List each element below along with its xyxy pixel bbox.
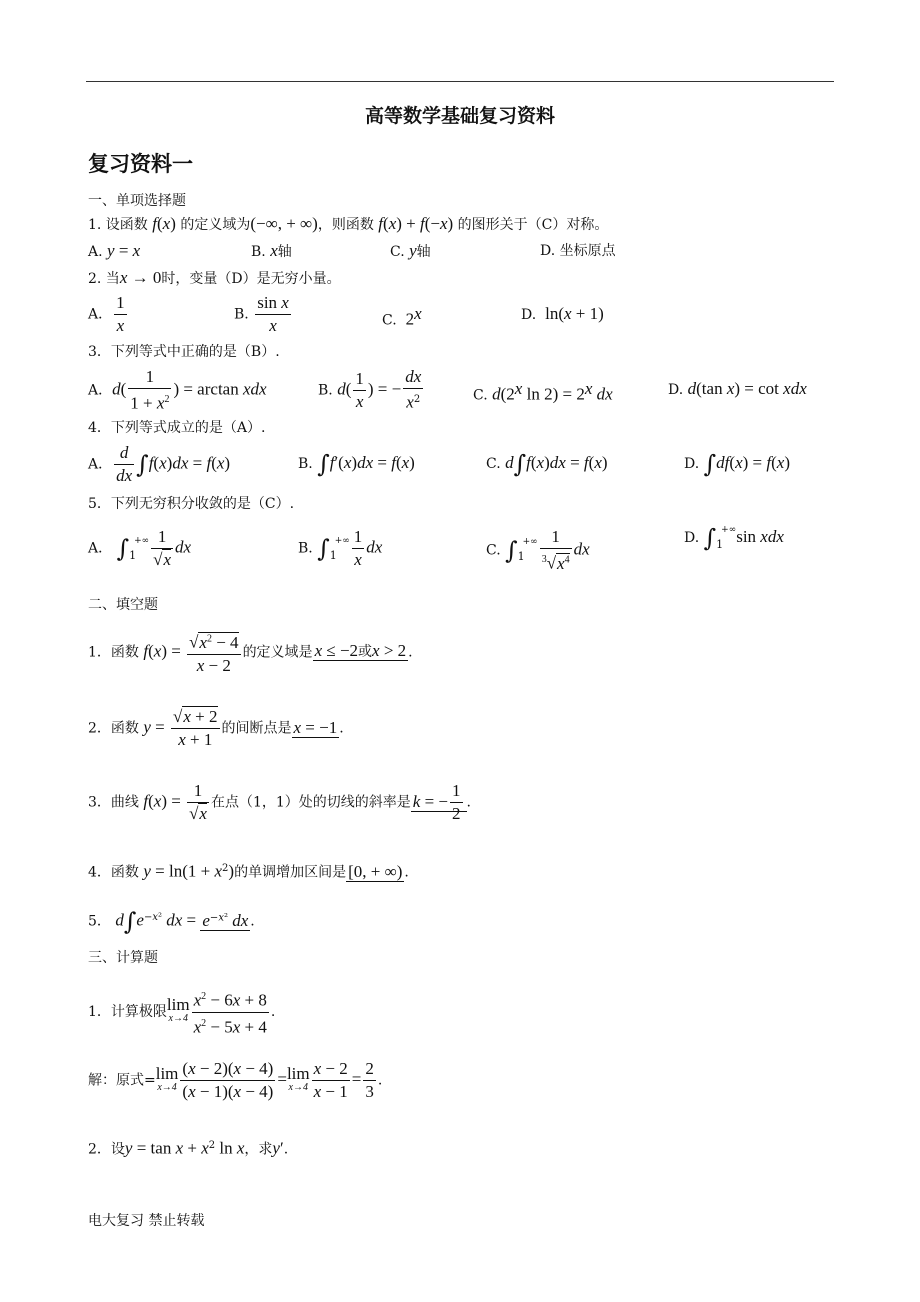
fill-4: 4．函数 $y = \ln(1 + x^2)$的单调增加区间是 [0, + ∞) . (88, 861, 409, 881)
part2-heading: 二、填空题 (88, 597, 158, 613)
fill-3-answer[interactable]: k = − $\frac{1}{2}$ (411, 795, 467, 812)
q4-options (88, 442, 838, 492)
q3-options (88, 366, 838, 416)
q5-option-b[interactable]: B. $\int_1^{+\infty}$ $\frac{1}{x}$ dx (298, 527, 383, 569)
q4-option-a[interactable]: A． $\frac{d}{dx}$ ∫f(x)dx = f(x) (88, 443, 231, 485)
q3-option-d[interactable]: D. d(tan x) = cot xdx (668, 379, 807, 398)
q2-option-d[interactable]: D. ln(x + 1) (521, 304, 604, 323)
q1-option-b[interactable]: B. x轴 (251, 241, 292, 260)
fill-2-answer[interactable]: x = −1 (293, 717, 338, 737)
fill-5: 5． $d\int e^{-x^2}$ dx = $e^{-x^2}$ dx . (88, 907, 255, 936)
q2-option-b[interactable]: B. $\frac{\text{sin x}}{x}$ (234, 293, 289, 335)
fill-4-answer[interactable]: [0, + ∞) (348, 861, 403, 881)
q5-option-d[interactable]: D. $\int_1^{+\infty}\sin$ xdx (684, 524, 784, 552)
q2-option-c[interactable]: C. 2$^x$ (382, 304, 422, 329)
q5-stem: 5．下列无穷积分收敛的是（C）. (88, 496, 295, 512)
q3-option-a[interactable]: A．d( $\frac{1}{1 + x^2}$ ) = arctan xdx (88, 367, 267, 413)
q3-option-c[interactable]: C. d(2$^x$ $\ln 2) = 2^x$ dx (473, 379, 613, 404)
calc-2: 2．设$y = \tan x + x^2$ ln x，求y′. (88, 1138, 289, 1158)
fill-5-answer[interactable]: $e^{-x^2}$ dx (202, 910, 249, 930)
header-rule (86, 81, 834, 82)
q4-option-c[interactable]: C. d∫f(x)dx = f(x) (486, 450, 608, 478)
q5-options (88, 526, 838, 578)
q4-stem: 4．下列等式成立的是（A）. (88, 420, 266, 436)
q1-option-a[interactable]: A. y = x (88, 241, 141, 260)
solution-1: 解：原式= lim x→4 $\frac{(x - 2)(x - 4)}{(x - 1)(x - 4)}$ = lim x→4 $\frac{x - 2}{x - 1}$ = $\frac{2}{3}$ . (88, 1059, 383, 1101)
q4-option-d[interactable]: D. ∫df(x) = f(x) (684, 450, 790, 478)
footer-note: 电大复习 禁止转载 (88, 1213, 205, 1229)
q1-stem: 1. 设函数 f(x) 的定义域为(−∞, + ∞)，则函数 f(x) + f(−x) 的图形关于（C）对称。 (88, 214, 609, 233)
fill-2: 2．函数 y = $\frac{√x + 2}{x + 1}$ 的间断点是 x = −1 . (88, 707, 344, 749)
fill-3: 3．曲线 f(x) = $\frac{1}{√x}$ 在点（1，1）处的切线的斜率是 k = − $\frac{1}{2}$ . (88, 781, 471, 823)
q2-stem: 2. 当x → 0时，变量（D）是无穷小量。 (88, 268, 341, 287)
fill-1: 1．函数 f(x) = $\frac{√x^2 - 4}{x - 2}$ 的定义域是 x ≤ −2或x > 2 . (88, 628, 413, 680)
document-title: 高等数学基础复习资料 (364, 105, 555, 127)
part1-heading: 一、单项选择题 (88, 193, 186, 209)
q5-option-c[interactable]: C. $\int_1^{+\infty}$ $\frac{1}{^3√x^4}$ dx (486, 527, 590, 573)
q3-option-b[interactable]: B. d( $\frac{1}{x}$ ) = − $\frac{dx}{x^2}$ (318, 367, 422, 412)
q2-option-a[interactable]: A． $\frac{1}{x}$ (88, 293, 125, 335)
fill-1-answer[interactable]: x ≤ −2或x > 2 (314, 641, 407, 661)
q3-stem: 3．下列等式中正确的是（B）. (88, 344, 280, 360)
q1-option-d[interactable]: D. 坐标原点 (540, 243, 616, 259)
calc-1: 1．计算极限 lim x→4 $\frac{x^2 - 6x + 8}{x^2 - 5x + 4}$ . (88, 986, 275, 1038)
part3-heading: 三、计算题 (88, 950, 158, 966)
q2-options (88, 292, 788, 340)
q4-option-b[interactable]: B. ∫f′(x)dx = f(x) (298, 450, 415, 478)
q5-option-a[interactable]: A． $\int_1^{+\infty}$ $\frac{1}{√x}$ dx (88, 527, 192, 569)
q1-option-c[interactable]: C. y轴 (390, 241, 431, 260)
section-heading: 复习资料一 (88, 152, 193, 176)
